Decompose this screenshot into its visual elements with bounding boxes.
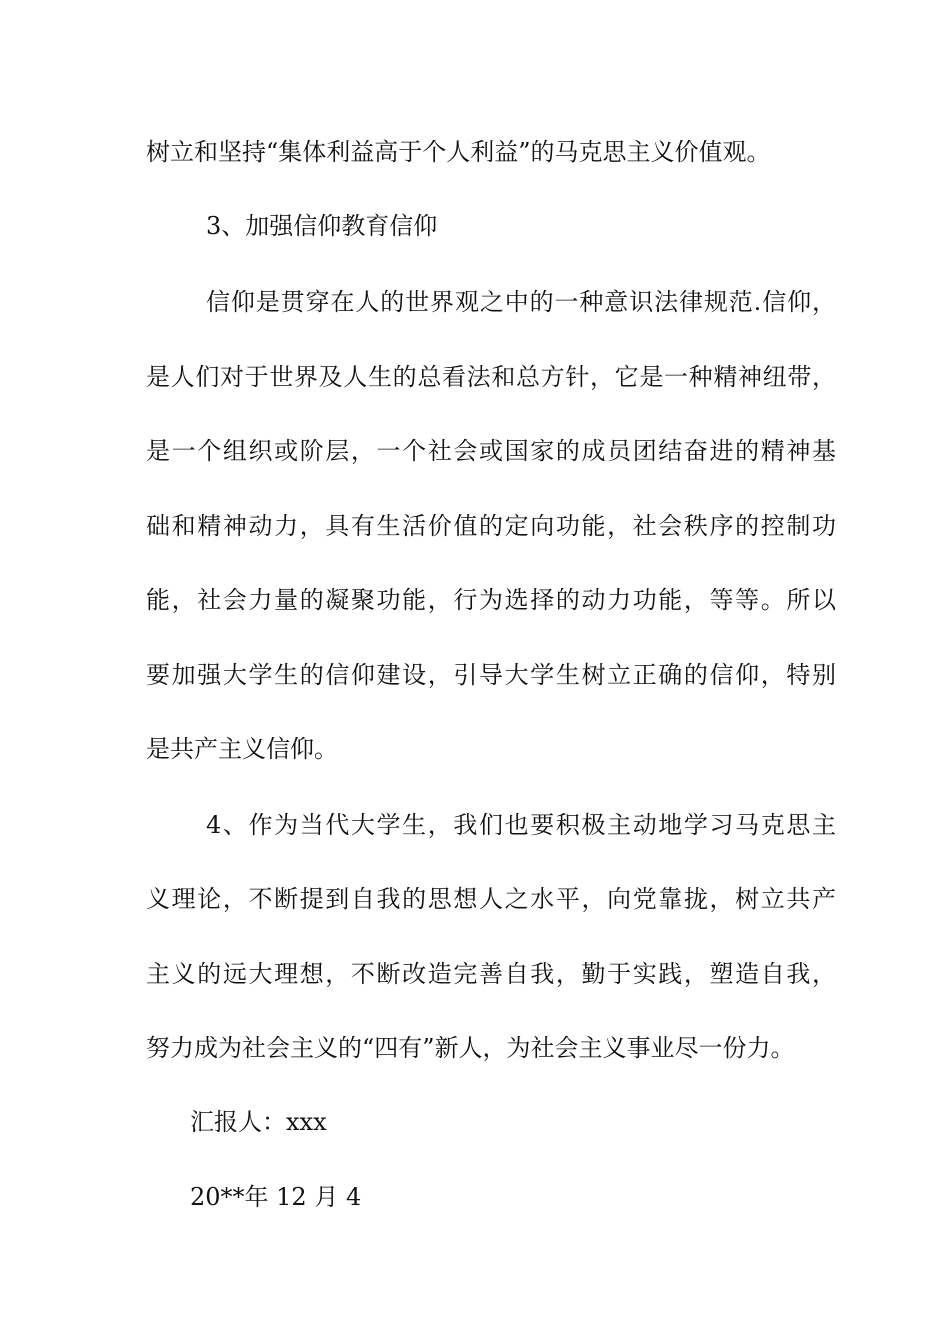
paragraph-4-line-3: 主义的远大理想，不断改造完善自我，勤于实践，塑造自我，: [146, 960, 836, 988]
paragraph-3-line-1: 信仰是贯穿在人的世界观之中的一种意识法律规范.信仰，: [206, 288, 836, 316]
section-3-heading: 3、加强信仰教育信仰: [206, 212, 438, 240]
reporter-signature: 汇报人：xxx: [190, 1108, 327, 1136]
paragraph-4-line-4: 努力成为社会主义的“四有”新人，为社会主义事业尽一份力。: [146, 1034, 795, 1062]
paragraph-3-line-6: 要加强大学生的信仰建设，引导大学生树立正确的信仰，特别: [146, 661, 836, 689]
paragraph-3-line-2: 是人们对于世界及人生的总看法和总方针，它是一种精神纽带，: [146, 363, 836, 391]
paragraph-3-line-4: 础和精神动力，具有生活价值的定向功能，社会秩序的控制功: [146, 512, 836, 540]
paragraph-1-line-1: 树立和坚持“集体利益高于个人利益”的马克思主义价值观。: [146, 138, 771, 166]
paragraph-4-line-1: 4、作为当代大学生，我们也要积极主动地学习马克思主: [206, 811, 836, 839]
report-date: 20**年 12 月 4: [190, 1183, 362, 1211]
paragraph-3-line-7: 是共产主义信仰。: [146, 735, 338, 763]
paragraph-3-line-5: 能，社会力量的凝聚功能，行为选择的动力功能，等等。所以: [146, 586, 836, 614]
paragraph-3-line-3: 是一个组织或阶层，一个社会或国家的成员团结奋进的精神基: [146, 437, 836, 465]
paragraph-4-line-2: 义理论，不断提到自我的思想人之水平，向党靠拢，树立共产: [146, 885, 836, 913]
